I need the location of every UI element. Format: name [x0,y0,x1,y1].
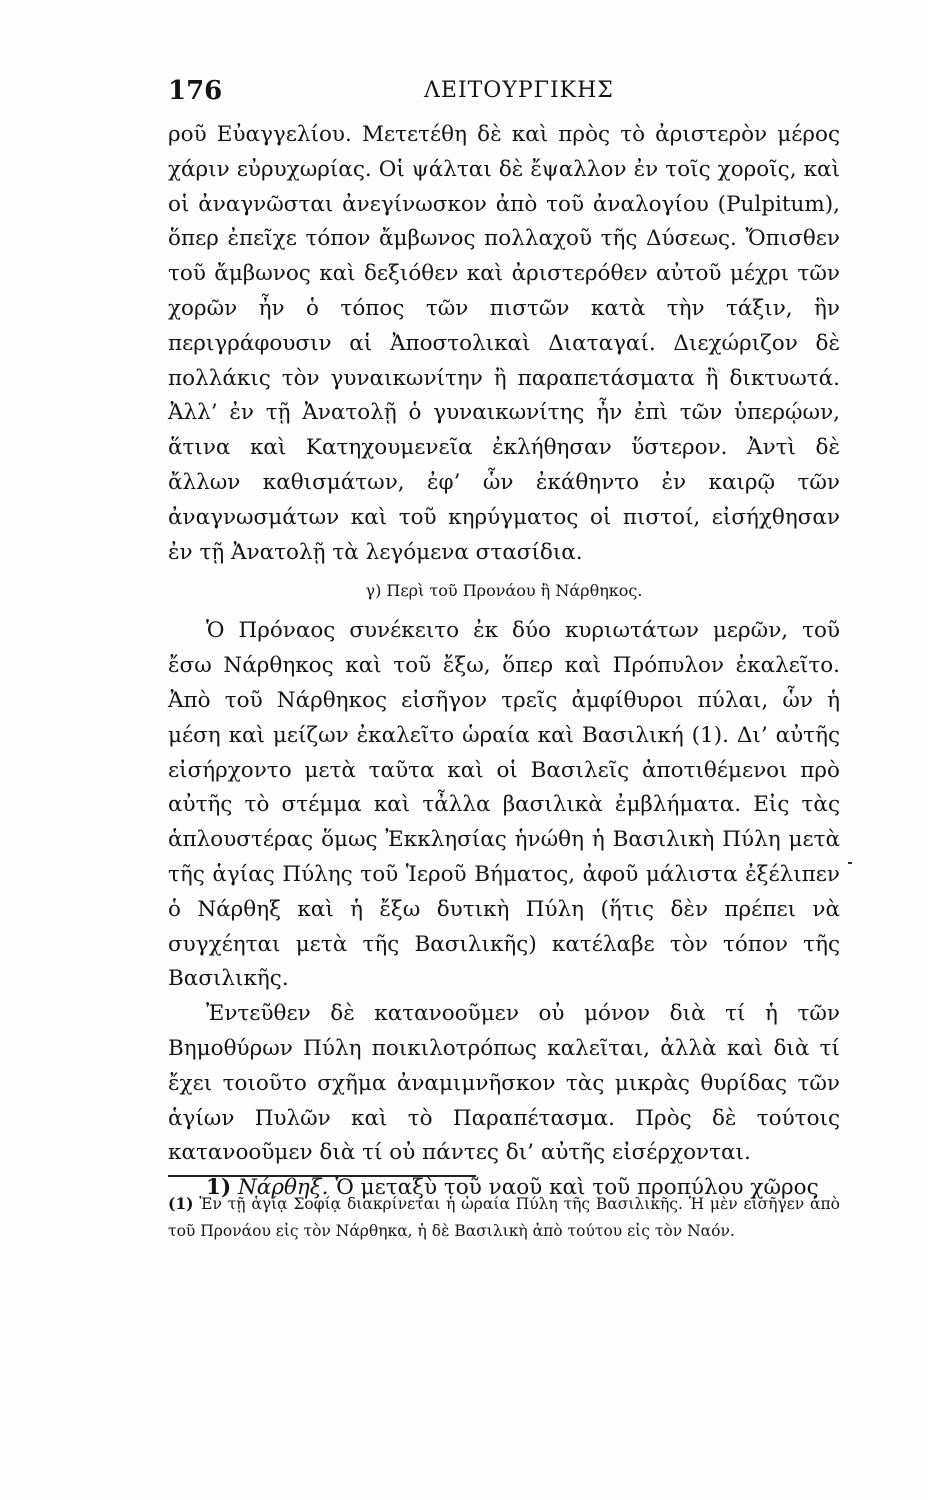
running-title: ΛΕΙΤΟΥΡΓΙΚΗΣ [424,78,614,103]
footnote [168,1190,840,1245]
page-number: 176 [168,76,223,106]
note-reference: 1) [206,1175,232,1201]
footnote-text: Ἐν τῇ ἁγίᾳ Σοφίᾳ διακρίνεται ἡ ὡραία Πύλη τῆς Βασιλικῆς. Ἡ μὲν εἰσῆγεν ἀπὸ τοῦ Προνάου εἰς τὸν Νάρθηκα, ἡ δὲ Βασιλικὴ ἀπὸ τούτου εἰς τὸν Ναόν. [168,1195,840,1240]
body-text [168,118,840,1206]
note-text: Ὁ μεταξὺ τοῦ ναοῦ καὶ τοῦ προπύλου χῶρος [335,1175,819,1201]
footnote-reference: (1) [168,1194,194,1213]
section-heading: γ) Περὶ τοῦ Προνάου ἢ Νάρθηκος. [365,581,643,601]
footnote-separator [168,1175,476,1177]
scan-speck [848,862,852,864]
paragraph: ροῦ Εὐαγγελίου. Μετετέθη δὲ καὶ πρὸς τὸ ἀριστερὸν μέρος χάριν εὐρυχωρίας. Οἱ ψάλται δὲ ἔψαλλον ἐν τοῖς χοροῖς, καὶ οἱ ἀναγνῶσται ἀνεγίνωσκον ἀπὸ τοῦ ἀναλογίου (Pulpitum), ὅπερ ἐπεῖχε τόπον ἄμβωνος πολλαχοῦ τῆς Δύσεως. Ὄπισθεν τοῦ ἄμβωνος καὶ δεξιόθεν καὶ ἀριστερόθεν αὐτοῦ μέχρι τῶν χορῶν ἦν ὁ τόπος τῶν πιστῶν κατὰ τὴν τάξιν, ἣν περιγράφουσιν αἱ Ἀποστολικαὶ Διαταγαί. Διεχώριζον δὲ πολλάκις τὸν γυναικωνίτην ἢ παραπετάσματα ἢ δικτυωτά. Ἀλλ’ ἐν τῇ Ἀνατολῇ ὁ γυναικωνίτης ἦν ἐπὶ τῶν ὑπερῴων, ἅτινα καὶ Κατηχουμενεῖα ἐκλήθησαν ὕστερον. Ἀντὶ δὲ ἄλλων καθισμάτων, ἐφ’ ὧν ἐκάθηντο ἐν καιρῷ τῶν ἀναγνωσμάτων καὶ τοῦ κηρύγματος οἱ πιστοί, εἰσήχθησαν ἐν τῇ Ἀνατολῇ τὰ λεγόμενα στασίδια. [168,122,840,565]
page-header [168,76,840,110]
paragraph: Ὁ Πρόναος συνέκειτο ἐκ δύο κυριωτάτων μερῶν, τοῦ ἔσω Νάρθηκος καὶ τοῦ ἔξω, ὅπερ καὶ Πρόπυλον ἐκαλεῖτο. Ἀπὸ τοῦ Νάρθηκος εἰσῆγον τρεῖς ἀμφίθυροι πύλαι, ὧν ἡ μέση καὶ μείζων ἐκαλεῖτο ὡραία καὶ Βασιλική (1). Δι’ αὐτῆς εἰσήρχοντο μετὰ ταῦτα καὶ οἱ Βασιλεῖς ἀποτιθέμενοι πρὸ αὐτῆς τὸ στέμμα καὶ τἆλλα βασιλικὰ ἐμβλήματα. Εἰς τὰς ἁπλουστέρας ὅμως Ἐκκλησίας ἡνώθη ἡ Βασιλικὴ Πύλη μετὰ τῆς ἁγίας Πύλης τοῦ Ἱεροῦ Βήματος, ἀφοῦ μάλιστα ἐξέλιπεν ὁ Νάρθηξ καὶ ἡ ἔξω δυτικὴ Πύλη (ἥτις δὲν πρέπει νὰ συγχέηται μετὰ τῆς Βασιλικῆς) κατέλαβε τὸν τόπον τῆς Βασιλικῆς. [168,618,840,992]
note-term: Νάρθηξ. [237,1175,329,1201]
paragraph: Ἐντεῦθεν δὲ κατανοοῦμεν οὐ μόνον διὰ τί ἡ τῶν Βημοθύρων Πύλη ποικιλοτρόπως καλεῖται, ἀλλὰ καὶ διὰ τί ἔχει τοιοῦτο σχῆμα ἀναμιμνῆσκον τὰς μικρὰς θυρίδας τῶν ἁγίων Πυλῶν καὶ τὸ Παραπέτασμα. Πρὸς δὲ τούτοις κατανοοῦμεν διὰ τί οὐ πάντες δι’ αὐτῆς εἰσέρχονται. [168,1001,840,1166]
